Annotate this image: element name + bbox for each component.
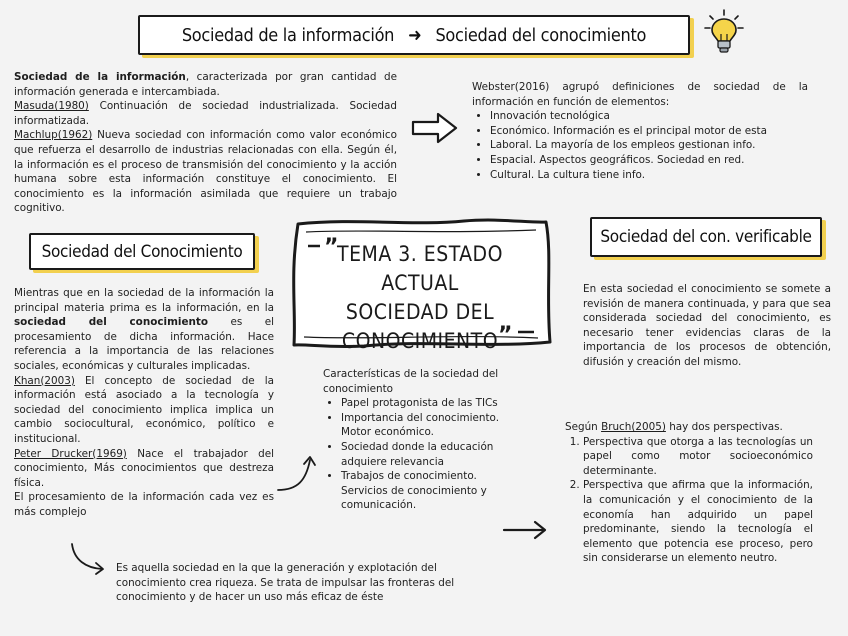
webster-block <box>472 80 808 182</box>
masuda-citation: Masuda(1980) <box>14 100 89 113</box>
info-society-text <box>14 70 397 216</box>
verifiable-text: En esta sociedad el conocimiento se somete a revisión de manera continuada, y para que sea considerada sociedad del conocimiento, es necesario tener evidencias claras de la importancia de los procesos de obtención, difusión y creación del mismo. <box>583 283 831 368</box>
center-title-line1: TEMA 3. ESTADO ACTUAL <box>337 242 503 295</box>
info-society-term: Sociedad de la información <box>14 71 186 83</box>
knowledge-last-paragraph: El procesamiento de la información cada vez es más complejo <box>14 491 274 518</box>
hollow-arrow-icon <box>410 110 460 146</box>
definition-text: Es aquella sociedad en la que la generación y explotación del conocimiento crea riqueza. Se trata de impulsar las fronteras del conocimiento y de hacer un uso más eficaz de éste <box>116 562 455 604</box>
knowledge-society-text <box>14 286 274 520</box>
center-title-line3: CONOCIMIENTO <box>341 329 499 353</box>
webster-list <box>472 109 808 182</box>
list-item: 2. Perspectiva que afirma que la información, la comunicación y el conocimiento de la economía han adquirido un papel predominante, siendo la tecnología el elemento que potencia ese proceso, pero sin considerarse un elemento neutro. <box>583 478 813 566</box>
knowledge-p1-bold: sociedad del conocimiento <box>14 316 209 329</box>
list-item: • Innovación tecnológica <box>490 109 808 124</box>
center-title <box>300 240 540 356</box>
bruch-citation: Bruch(2005) <box>601 421 666 433</box>
header-arrow-icon: ➜ <box>408 24 422 46</box>
list-item: • Espacial. Aspectos geográficos. Sociedad en red. <box>490 153 808 168</box>
lightbulb-icon <box>702 8 746 58</box>
list-item: • Papel protagonista de las TICs <box>341 396 523 411</box>
characteristics-intro: Características de la sociedad del conocimiento <box>323 368 499 395</box>
masuda-text: Continuación de sociedad industrializada. Sociedad informatizada. <box>14 100 397 127</box>
verifiable-heading: Sociedad del con. verificable <box>590 217 822 257</box>
characteristics-list <box>323 396 523 513</box>
svg-text:”: ” <box>498 323 513 348</box>
curved-arrow-icon <box>66 540 110 576</box>
characteristics-block <box>323 367 523 513</box>
info-society-desc: , caracterizada por gran cantidad de información generada e intercambiada. <box>14 71 397 98</box>
bruch-block <box>565 420 813 566</box>
center-title-line2: SOCIEDAD DEL <box>345 300 495 324</box>
svg-text:”: ” <box>324 235 339 260</box>
knowledge-p1-b: es el procesamiento de dicha información. Hace referencia a la importancia de las relaciones sociales, económicas y culturales implicadas. <box>14 316 274 372</box>
list-item: • Importancia del conocimiento. Motor económico. <box>341 411 523 440</box>
list-item: • Cultural. La cultura tiene info. <box>490 168 808 183</box>
curved-arrow-icon <box>274 450 324 496</box>
list-item: • Sociedad donde la educación adquiere relevancia <box>341 440 523 469</box>
bruch-intro-b: hay dos perspectivas. <box>665 421 783 433</box>
drucker-citation: Peter Drucker(1969) <box>14 447 127 460</box>
khan-text: El concepto de sociedad de la información está asociado a la tecnología y sociedad del conocimiento implica implica un cambio sociocultural, económico, político e institucional. <box>14 374 274 445</box>
right-arrow-icon <box>502 518 550 542</box>
list-item: • Laboral. La mayoría de los empleos gestionan info. <box>490 138 808 153</box>
machlup-text: Nueva sociedad con información como valor económico que refuerza el desarrollo de industrias relacionadas con ella. Según él, la información es el proceso de transmisión del conocimiento y la acción humana sobre esta información constituye el conocimiento. El conocimiento es la información asimilada que requiere un trabajo cognitivo. <box>14 129 397 215</box>
list-item: • Trabajos de conocimiento. Servicios de conocimiento y comunicación. <box>341 469 523 513</box>
knowledge-p1-a: Mientras que en la sociedad de la información la principal materia prima es la información, en la <box>14 287 274 314</box>
header-right-title: Sociedad del conocimiento <box>435 24 647 46</box>
drucker-text: Nace el trabajador del conocimiento, Más conocimientos que destreza física. <box>14 447 274 489</box>
header-banner <box>138 15 690 55</box>
machlup-citation: Machlup(1962) <box>14 129 93 142</box>
bruch-list <box>565 435 813 566</box>
bruch-intro <box>565 420 813 435</box>
list-item: 1. Perspectiva que otorga a las tecnologías un papel como motor socioeconómico determinante. <box>583 435 813 479</box>
bruch-intro-a: Según <box>565 421 602 433</box>
khan-citation: Khan(2003) <box>14 374 75 387</box>
webster-intro: Webster(2016) agrupó definiciones de sociedad de la información en función de elementos: <box>472 81 808 108</box>
list-item: • Económico. Información es el principal motor de esta <box>490 124 808 139</box>
knowledge-society-heading: Sociedad del Conocimiento <box>29 233 255 270</box>
header-left-title: Sociedad de la información <box>181 24 395 46</box>
